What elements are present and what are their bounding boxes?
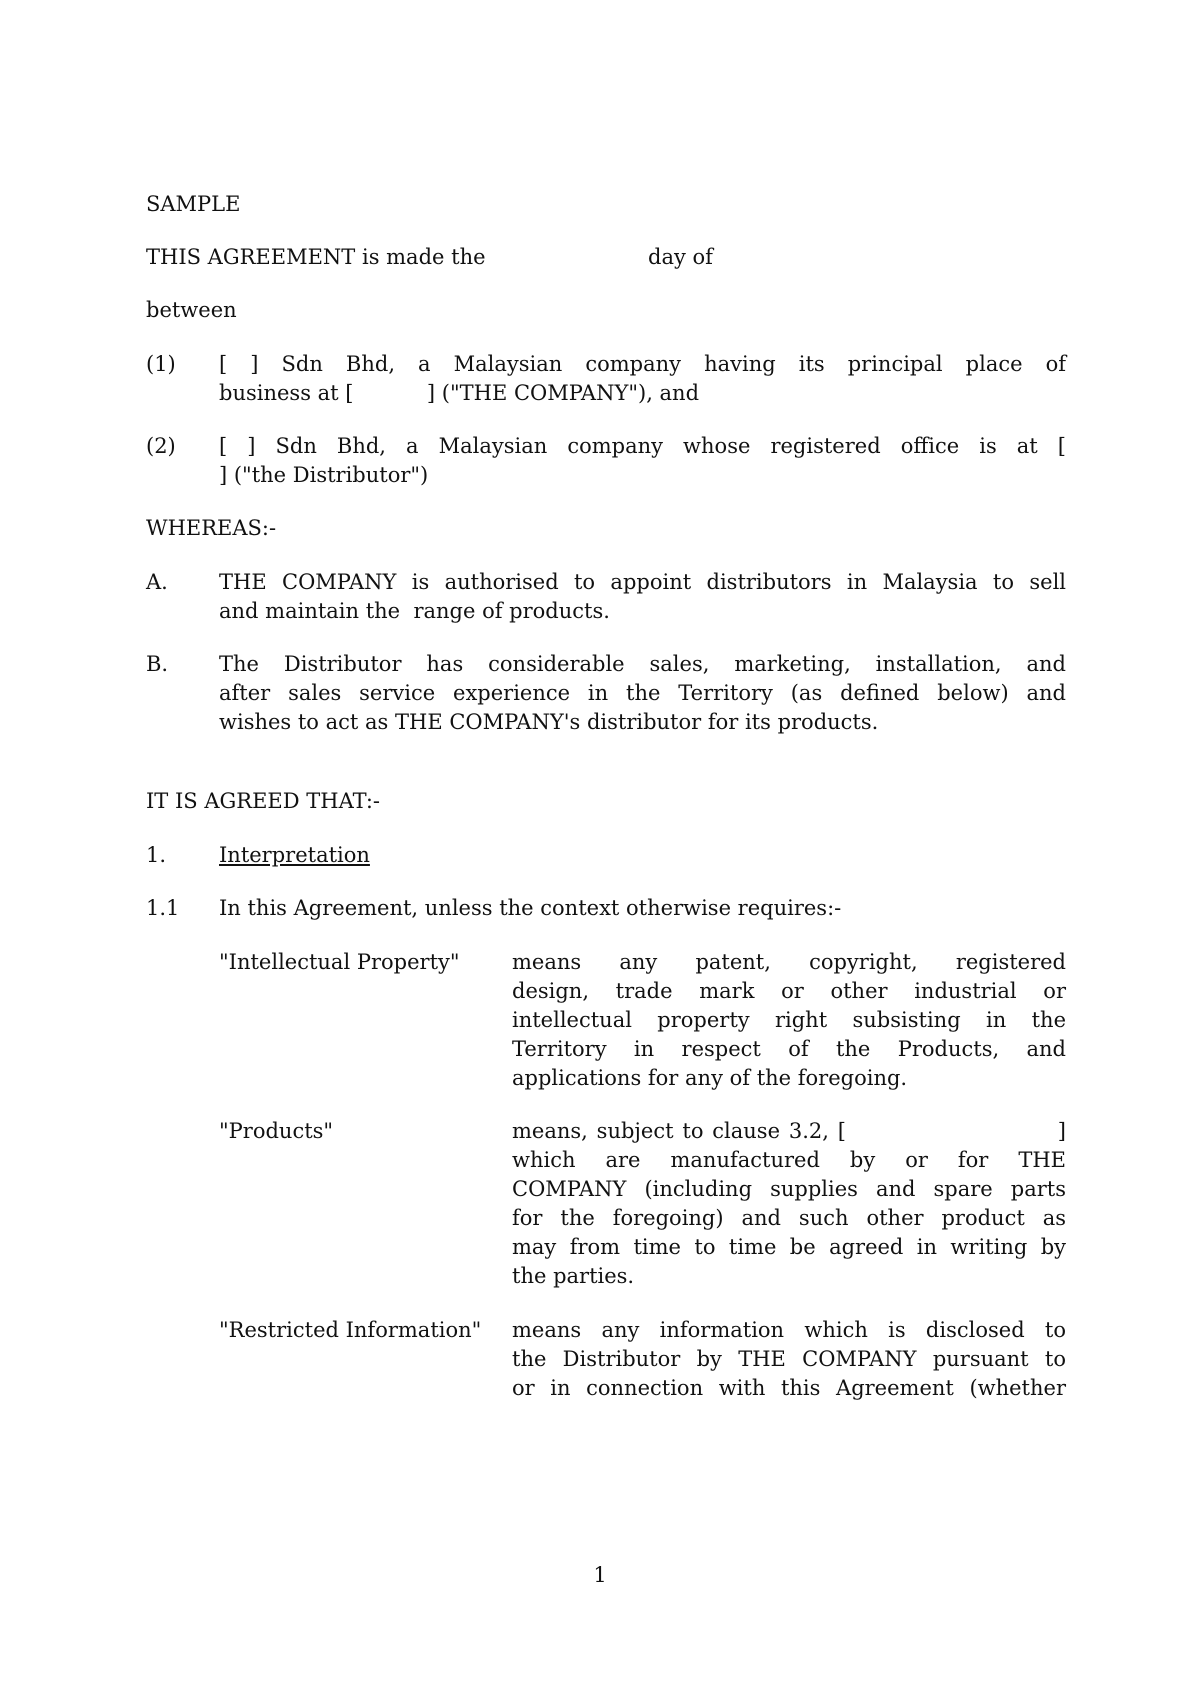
party-2-number: (2) bbox=[146, 434, 176, 458]
definition-line: design, trade mark or other industrial or bbox=[512, 979, 1066, 1003]
clause-1-1-text: In this Agreement, unless the context otherwise requires:- bbox=[219, 896, 842, 920]
definition-line: COMPANY (including supplies and spare parts bbox=[512, 1177, 1066, 1201]
whereas-heading: WHEREAS:- bbox=[146, 516, 277, 540]
recital-a-line-2: and maintain the range of products. bbox=[219, 599, 610, 623]
definition-line: the parties. bbox=[512, 1264, 635, 1288]
between-label: between bbox=[146, 298, 237, 322]
agreement-made-text: THIS AGREEMENT is made the bbox=[146, 245, 486, 269]
definition-line: Territory in respect of the Products, and bbox=[512, 1037, 1066, 1061]
clause-1-title-text: Interpretation bbox=[219, 843, 370, 867]
definition-term-restricted-information: "Restricted Information" bbox=[219, 1318, 482, 1342]
definition-line: applications for any of the foregoing. bbox=[512, 1066, 908, 1090]
clause-1-1-number: 1.1 bbox=[146, 896, 180, 920]
party-2-line-1: [ ] Sdn Bhd, a Malaysian company whose registered office is at [ bbox=[219, 434, 1066, 458]
party-1-number: (1) bbox=[146, 352, 176, 376]
recital-b-line-3: wishes to act as THE COMPANY's distributor for its products. bbox=[219, 710, 879, 734]
party-1-line-2: business at [ ] ("THE COMPANY"), and bbox=[219, 381, 700, 405]
recital-b-number: B. bbox=[146, 652, 169, 676]
recital-b-line-2: after sales service experience in the Territory (as defined below) and bbox=[219, 681, 1066, 705]
definition-line: which are manufactured by or for THE bbox=[512, 1148, 1066, 1172]
definition-line: means any information which is disclosed to bbox=[512, 1318, 1066, 1342]
party-2-line-2: ] ("the Distributor") bbox=[219, 463, 429, 487]
definition-line: may from time to time be agreed in writing by bbox=[512, 1235, 1066, 1259]
definition-line: intellectual property right subsisting in the bbox=[512, 1008, 1066, 1032]
page-number: 1 bbox=[593, 1563, 607, 1587]
clause-1-number: 1. bbox=[146, 843, 167, 867]
sample-label: SAMPLE bbox=[146, 192, 241, 216]
definition-line: the Distributor by THE COMPANY pursuant to bbox=[512, 1347, 1066, 1371]
definition-line: means any patent, copyright, registered bbox=[512, 950, 1066, 974]
agreement-day-of-text: day of bbox=[648, 245, 713, 269]
recital-b-line-1: The Distributor has considerable sales, marketing, installation, and bbox=[219, 652, 1066, 676]
definition-line: means, subject to clause 3.2, [ ] bbox=[512, 1119, 1066, 1143]
agreed-heading: IT IS AGREED THAT:- bbox=[146, 789, 381, 813]
definition-line: for the foregoing) and such other product as bbox=[512, 1206, 1066, 1230]
definition-line: or in connection with this Agreement (whether bbox=[512, 1376, 1066, 1400]
recital-a-number: A. bbox=[146, 570, 168, 594]
definition-term-products: "Products" bbox=[219, 1119, 334, 1143]
clause-1-title bbox=[219, 841, 1066, 870]
definition-term-intellectual-property: "Intellectual Property" bbox=[219, 950, 460, 974]
recital-a-line-1: THE COMPANY is authorised to appoint distributors in Malaysia to sell bbox=[219, 570, 1066, 594]
party-1-line-1: [ ] Sdn Bhd, a Malaysian company having its principal place of bbox=[219, 352, 1066, 376]
agreement-date-line bbox=[146, 243, 1066, 272]
